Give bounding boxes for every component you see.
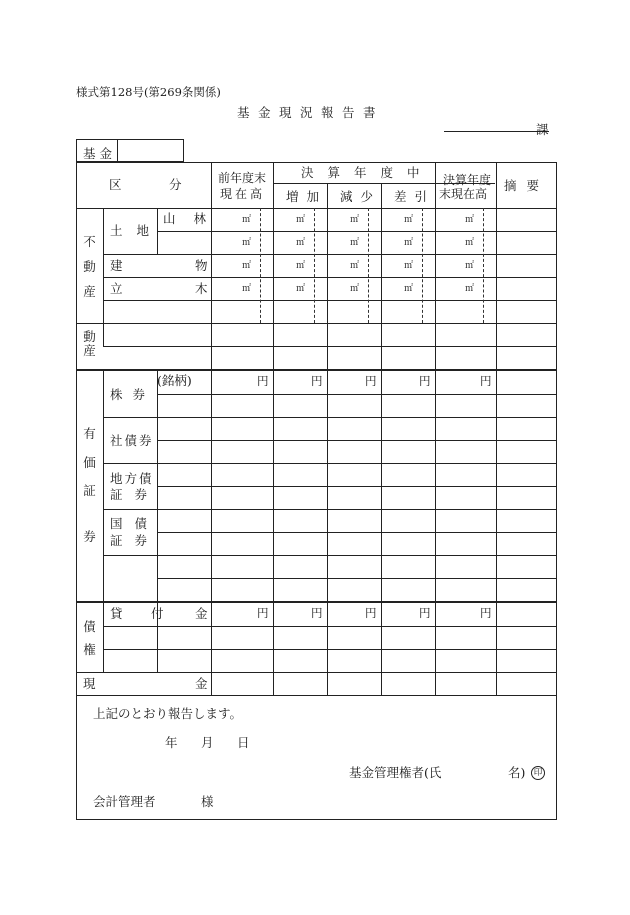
- unit-yen: 円: [419, 374, 431, 388]
- date-month: 月: [201, 735, 214, 750]
- col-line: [211, 163, 212, 695]
- header-net: 差引: [394, 189, 436, 204]
- item-bonds: 社債券: [110, 433, 154, 448]
- header-decrease: 減少: [340, 189, 382, 204]
- row-line: [103, 346, 556, 347]
- unit-sqm: ㎡: [465, 284, 475, 294]
- report-table: [76, 162, 557, 820]
- group-col-line: [103, 369, 104, 672]
- fund-name-box: [76, 139, 184, 162]
- col-line: [496, 163, 497, 695]
- unit-yen: 円: [311, 606, 323, 620]
- dashed-line: [314, 208, 315, 323]
- header-prev-2: 現在高: [220, 187, 266, 201]
- unit-yen: 円: [311, 374, 323, 388]
- item-loan-1: 貸: [110, 606, 123, 621]
- unit-sqm: ㎡: [242, 215, 252, 225]
- dashed-line: [368, 208, 369, 323]
- row-line: [103, 509, 556, 510]
- unit-sqm: ㎡: [465, 215, 475, 225]
- item-land: 土地: [110, 223, 164, 238]
- item-stocks: 株券: [110, 387, 156, 402]
- accountant-label: 会計管理者: [93, 794, 156, 809]
- unit-yen: 円: [365, 606, 377, 620]
- row-line: [103, 649, 556, 650]
- item-brand: (銘柄): [157, 373, 192, 388]
- group-claims-2: 権: [83, 642, 96, 657]
- section-line: [77, 601, 556, 603]
- unit-sqm: ㎡: [465, 238, 475, 248]
- group-claims-1: 債: [83, 619, 96, 634]
- report-statement: 上記のとおり報告します。: [93, 706, 243, 721]
- accountant-honorific: 様: [201, 794, 214, 809]
- row-line: [77, 672, 556, 673]
- header-remarks: 摘要: [504, 178, 550, 193]
- group-col-line: [103, 208, 104, 346]
- dashed-line: [483, 208, 484, 323]
- fund-label: 基金: [83, 146, 117, 161]
- row-line: [103, 300, 556, 301]
- document-title: 基金現況報告書: [237, 105, 385, 120]
- manager-name-tail: 名): [508, 765, 526, 780]
- unit-yen: 円: [365, 374, 377, 388]
- header-end-1: 決算年度: [443, 173, 492, 187]
- group-movable-1: 動: [83, 329, 96, 344]
- item-tree-1: 立: [110, 281, 123, 296]
- header-category-1: 区: [109, 177, 122, 192]
- manager-label: 基金管理権者(氏: [349, 765, 442, 780]
- col-line: [273, 163, 274, 695]
- unit-sqm: ㎡: [465, 261, 475, 271]
- dashed-line: [260, 208, 261, 323]
- item-local-bond-2: 証券: [110, 487, 160, 502]
- unit-sqm: ㎡: [296, 261, 306, 271]
- date-day: 日: [237, 735, 250, 750]
- row-line: [103, 626, 556, 627]
- item-tree-2: 木: [195, 281, 208, 296]
- header-category-2: 分: [169, 177, 182, 192]
- item-loan-2: 付: [151, 606, 164, 621]
- unit-sqm: ㎡: [242, 261, 252, 271]
- unit-sqm: ㎡: [404, 238, 414, 248]
- fund-divider: [117, 140, 118, 161]
- group-securities-4: 券: [83, 529, 96, 544]
- group-real-estate-2: 動: [83, 259, 96, 274]
- seal-mark: 印: [531, 766, 545, 780]
- item-building-2: 物: [195, 258, 208, 273]
- unit-sqm: ㎡: [296, 215, 306, 225]
- unit-sqm: ㎡: [242, 284, 252, 294]
- unit-sqm: ㎡: [242, 238, 252, 248]
- group-securities-2: 価: [83, 455, 96, 470]
- row-line: [103, 254, 556, 255]
- group-securities-3: 証: [83, 483, 96, 498]
- unit-yen: 円: [419, 606, 431, 620]
- form-code: 様式第128号(第269条関係): [76, 85, 221, 99]
- unit-sqm: ㎡: [350, 261, 360, 271]
- section-label: 課: [536, 122, 549, 137]
- item-forest: 山林: [163, 211, 225, 226]
- row-line: [103, 277, 556, 278]
- unit-yen: 円: [257, 374, 269, 388]
- item-national-bond-1: 国債: [110, 516, 160, 531]
- unit-yen: 円: [480, 374, 492, 388]
- group-securities-1: 有: [83, 426, 96, 441]
- group-movable-2: 産: [83, 343, 96, 358]
- row-line: [103, 463, 556, 464]
- unit-yen: 円: [480, 606, 492, 620]
- row-line: [103, 417, 556, 418]
- col-line: [435, 163, 436, 695]
- row-line: [77, 323, 556, 324]
- section-line: [77, 369, 556, 371]
- group-real-estate-1: 不: [83, 234, 96, 249]
- unit-yen: 円: [257, 606, 269, 620]
- header-end-2: 末現在高: [439, 187, 488, 201]
- dashed-line: [422, 208, 423, 323]
- header-bottom-line: [77, 208, 556, 209]
- header-increase: 増加: [286, 189, 328, 204]
- row-line: [103, 555, 556, 556]
- unit-sqm: ㎡: [350, 215, 360, 225]
- col-line: [381, 183, 382, 695]
- item-cash-1: 現: [83, 676, 96, 691]
- item-loan-3: 金: [195, 606, 208, 621]
- unit-sqm: ㎡: [350, 284, 360, 294]
- unit-sqm: ㎡: [404, 215, 414, 225]
- unit-sqm: ㎡: [404, 284, 414, 294]
- unit-sqm: ㎡: [350, 238, 360, 248]
- col-line: [327, 183, 328, 695]
- section-name-line: [444, 131, 549, 132]
- item-cash-2: 金: [195, 676, 208, 691]
- item-local-bond-1: 地方債: [110, 471, 154, 486]
- item-national-bond-2: 証券: [110, 533, 160, 548]
- table-bottom-line: [77, 695, 556, 696]
- unit-sqm: ㎡: [296, 284, 306, 294]
- header-during: 決算年度中: [301, 165, 434, 180]
- unit-sqm: ㎡: [404, 261, 414, 271]
- item-building-1: 建: [110, 258, 123, 273]
- unit-sqm: ㎡: [296, 238, 306, 248]
- group-real-estate-3: 産: [83, 284, 96, 299]
- header-prev-1: 前年度末: [218, 171, 267, 185]
- date-year: 年: [165, 735, 178, 750]
